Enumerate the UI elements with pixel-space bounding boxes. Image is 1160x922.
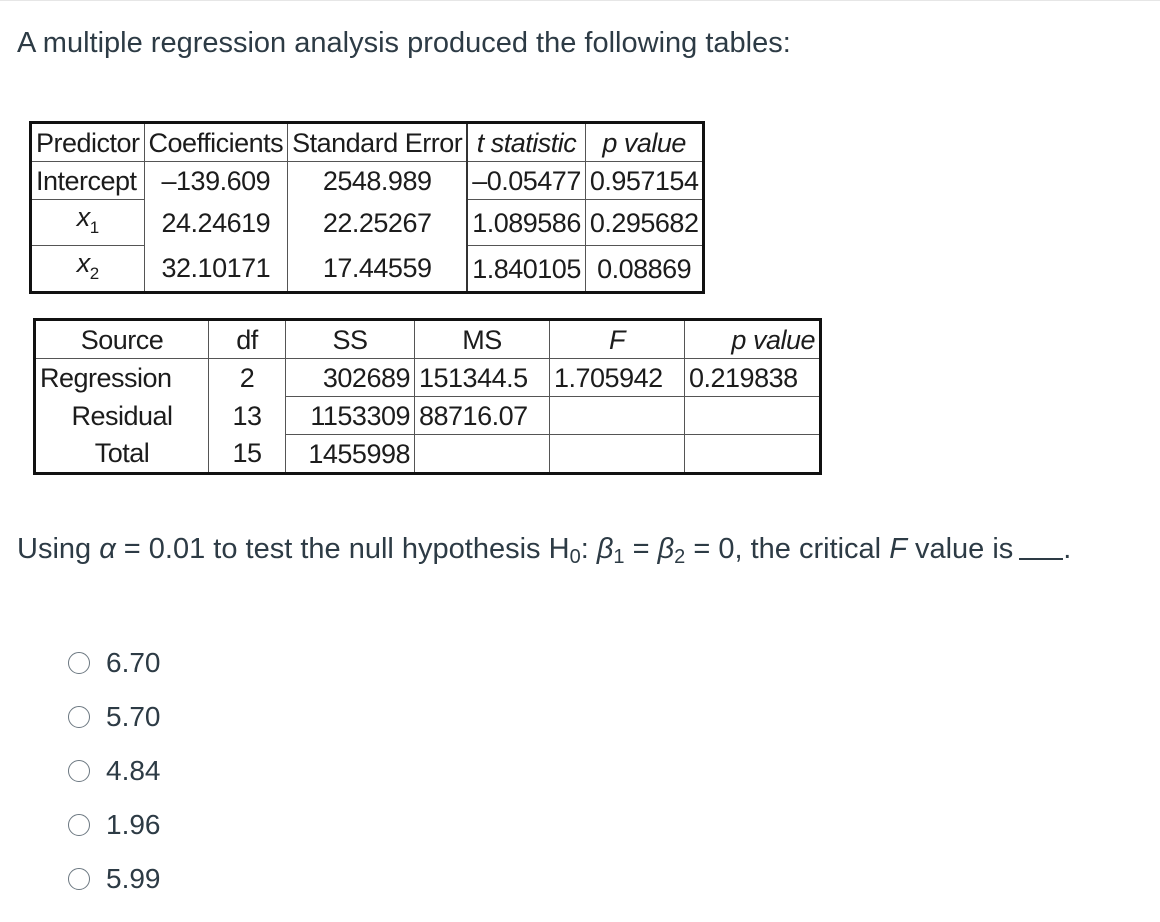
header-ms: MS [415,320,550,359]
question-title: A multiple regression analysis produced the following tables: [17,27,791,59]
ms-cell: 88716.07 [415,397,550,435]
prompt-text: = 0, the critical [685,533,890,565]
answer-options [68,636,161,906]
header-df: df [209,320,286,359]
header-coefficients: Coefficients [144,123,288,162]
source-cell: Residual [35,397,209,435]
t-statistic-cell: –0.05477 [467,162,585,200]
f-cell: 1.705942 [550,359,685,397]
prompt-text: = 0.01 to test the null hypothesis H [115,533,570,565]
table-header-row [35,320,821,359]
coefficient-cell: –139.609 [144,162,288,200]
predictor-cell [31,246,145,293]
anova-table [33,318,822,475]
standard-error-cell: 2548.989 [288,162,468,200]
header-ss: SS [286,320,415,359]
f-cell [550,397,685,435]
table-row [35,397,821,435]
df-cell: 15 [209,435,286,474]
radio-button-icon[interactable] [68,706,90,728]
ms-cell: 151344.5 [415,359,550,397]
t-statistic-cell: 1.840105 [467,246,585,293]
prompt-text: Using [17,533,100,565]
alpha-symbol: α [99,533,116,565]
header-f: F [550,320,685,359]
t-statistic-cell: 1.089586 [467,200,585,246]
beta1-subscript: 1 [613,546,625,568]
radio-button-icon[interactable] [68,760,90,782]
table-row [35,435,821,474]
table-row [31,200,704,246]
h-subscript: 0 [569,546,581,568]
standard-error-cell: 17.44559 [288,246,468,293]
predictor-cell: Intercept [31,162,145,200]
header-standard-error: Standard Error [288,123,468,162]
radio-button-icon[interactable] [68,814,90,836]
predictor-subscript: 2 [89,264,99,283]
option-label[interactable]: 1.96 [106,809,161,840]
beta-symbol: β [596,533,614,565]
predictor-var: x [76,202,90,232]
coefficient-cell: 32.10171 [144,246,288,293]
prompt-text: = [624,533,658,565]
header-p-value: p value [585,123,704,162]
standard-error-cell: 22.25267 [288,200,468,246]
prompt-text: value is [906,533,1014,565]
option-label[interactable]: 5.99 [106,863,161,894]
option-label[interactable]: 6.70 [106,647,161,678]
prompt-period: . [1063,533,1072,565]
predictor-var: x [76,248,90,278]
header-p-value: p value [685,320,821,359]
header-t-statistic: t statistic [467,123,585,162]
answer-option[interactable] [68,798,161,852]
predictor-subscript: 1 [89,218,99,237]
source-cell: Total [35,435,209,474]
ms-cell [415,435,550,474]
answer-blank [1019,532,1063,560]
header-predictor: Predictor [31,123,145,162]
p-value-cell [685,435,821,474]
ss-cell: 302689 [286,359,415,397]
p-value-cell [685,397,821,435]
top-divider [0,0,1160,1]
df-cell: 2 [209,359,286,397]
option-label[interactable]: 5.70 [106,701,161,732]
p-value-cell: 0.219838 [685,359,821,397]
table-row [35,359,821,397]
ss-cell: 1455998 [286,435,415,474]
question-prompt [17,530,1071,576]
df-cell: 13 [209,397,286,435]
ss-cell: 1153309 [286,397,415,435]
answer-option[interactable] [68,690,161,744]
answer-option[interactable] [68,852,161,906]
radio-button-icon[interactable] [68,868,90,890]
header-source: Source [35,320,209,359]
p-value-cell: 0.957154 [585,162,704,200]
beta-symbol: β [657,533,675,565]
source-cell: Regression [35,359,209,397]
f-cell [550,435,685,474]
f-symbol: F [889,533,907,565]
p-value-cell: 0.08869 [585,246,704,293]
radio-button-icon[interactable] [68,652,90,674]
table-row [31,162,704,200]
table-row [31,246,704,293]
prompt-text: : [580,533,597,565]
answer-option[interactable] [68,744,161,798]
option-label[interactable]: 4.84 [106,755,161,786]
predictor-cell [31,200,145,246]
table-header-row [31,123,704,162]
coefficients-table [29,121,705,294]
p-value-cell: 0.295682 [585,200,704,246]
answer-option[interactable] [68,636,161,690]
beta2-subscript: 2 [674,546,686,568]
coefficient-cell: 24.24619 [144,200,288,246]
